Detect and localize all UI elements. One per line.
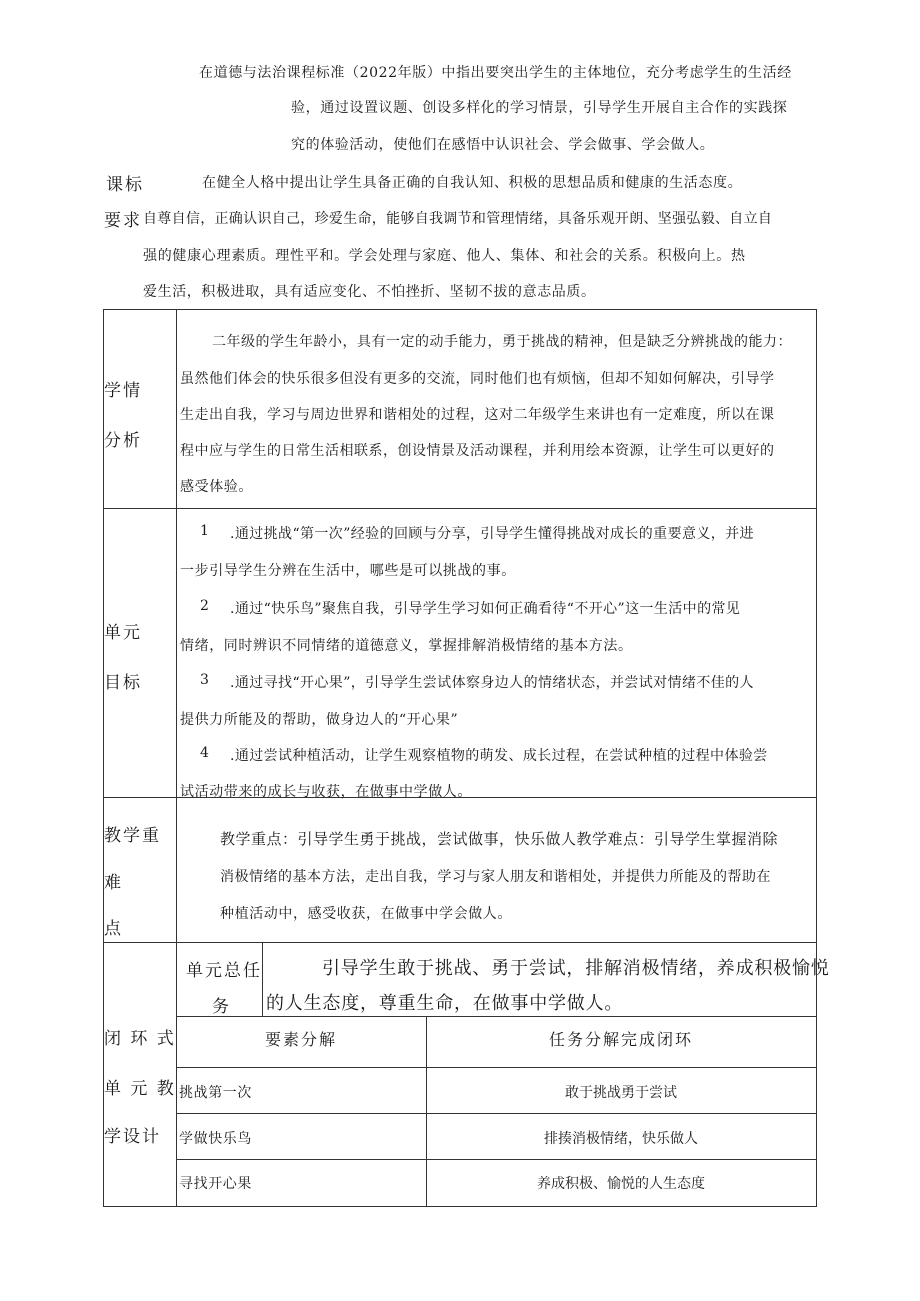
closed-loop-label-3: 学设计 xyxy=(104,1127,161,1147)
goal-number: 4 xyxy=(200,745,210,761)
student-analysis-line: 感受体验。 xyxy=(180,479,253,495)
key-points-label-1: 教学重 xyxy=(104,826,161,846)
standards-line: 在道德与法治课程标准（2022年版）中指出要突出学生的主体地位，充分考虑学生的生活经 xyxy=(199,65,792,81)
unit-goals-label-2: 目标 xyxy=(104,673,142,693)
student-analysis-line: 二年级的学生年龄小，具有一定的动手能力，勇于挑战的精神，但是缺乏分辨挑战的能力： xyxy=(212,334,792,350)
standards-label-1: 课标 xyxy=(106,175,144,195)
goal-text: .通过寻找“开心果”，引导学生尝试体察身边人的情绪状态，并尝试对情绪不佳的人 xyxy=(230,675,754,691)
row-task: 排揍消极情绪，快乐做人 xyxy=(544,1131,698,1147)
standards-line: 爱生活，积极进取，具有适应变化、不怕挫折、坚韧不拔的意志品质。 xyxy=(143,284,596,300)
key-points-label-2: 难 xyxy=(104,873,123,893)
unit-task-text: 的人生态度，尊重生命，在做事中学做人。 xyxy=(266,993,624,1014)
goal-text: 试活动带来的成长与收获，在做事中学做人。 xyxy=(180,784,472,800)
standards-line: 自尊自信，正确认识自己，珍爱生命，能够自我调节和管理情绪，具备乐观开朗、坚强弘毅、自立自 xyxy=(143,211,773,227)
standards-line: 在健全人格中提出让学生具备正确的自我认知、积极的思想品质和健康的生活态度。 xyxy=(202,175,743,191)
goal-number: 1 xyxy=(200,523,210,539)
row-task: 养成积极、愉悦的人生态度 xyxy=(537,1176,705,1192)
row-element: 学做快乐鸟 xyxy=(179,1131,252,1147)
standards-line: 强的健康心理素质。理性平和。学会处理与家庭、他人、集体、和社会的关系。积极向上。热 xyxy=(143,248,746,264)
goal-text: .通过挑战“第一次”经验的回顾与分享，引导学生懂得挑战对成长的重要意义，并进 xyxy=(230,526,754,542)
goal-text: .通过“快乐鸟”聚焦自我，引导学生学习如何正确看待“不开心”这一生活中的常见 xyxy=(230,601,741,617)
student-analysis-line: 程中应与学生的日常生活相联系，创设情景及活动课程，并利用绘本资源，让学生可以更好的 xyxy=(180,443,775,459)
unit-task-label-2: 务 xyxy=(212,997,231,1017)
row-task: 敢于挑战勇于尝试 xyxy=(565,1085,677,1101)
key-points-label-3: 点 xyxy=(104,919,123,939)
unit-task-text: 引导学生敢于挑战、勇于尝试，排解消极情绪，养成积极愉悦 xyxy=(322,958,830,979)
col-header-elements: 要素分解 xyxy=(264,1030,337,1049)
standards-label-2: 要求 xyxy=(104,211,142,231)
student-analysis-line: 虽然他们体会的快乐很多但没有更多的交流，同时他们也有烦恼，但却不知如何解决，引导学 xyxy=(180,371,775,387)
student-analysis-line: 生走出自我，学习与周边世界和谐相处的过程，这对二年级学生来讲也有一定难度，所以在课 xyxy=(180,407,775,423)
unit-task-label-1: 单元总任 xyxy=(186,961,262,981)
goal-text: 提供力所能及的帮助，做身边人的“开心果” xyxy=(180,712,459,728)
row-element: 挑战第一次 xyxy=(179,1085,252,1101)
goal-number: 3 xyxy=(200,672,210,688)
student-analysis-label-1: 学情 xyxy=(104,381,142,401)
key-points-line: 种植活动中，感受收获，在做事中学会做人。 xyxy=(220,906,512,922)
row-element: 寻找开心果 xyxy=(179,1176,252,1192)
key-points-line: 教学重点：引导学生勇于挑战，尝试做事，快乐做人教学难点：引导学生掌握消除 xyxy=(220,830,779,848)
key-points-line: 消极情绪的基本方法，走出自我，学习与家人朋友和谐相处，并提供力所能及的帮助在 xyxy=(220,869,771,885)
closed-loop-label-1: 闭 环 式 xyxy=(104,1029,176,1049)
student-analysis-label-2: 分析 xyxy=(104,431,142,451)
goal-text: 情绪，同时辨识不同情绪的道德意义，掌握排解消极情绪的基本方法。 xyxy=(180,638,633,654)
goal-text: .通过尝试种植活动，让学生观察植物的萌发、成长过程，在尝试种植的过程中体验尝 xyxy=(230,748,768,764)
standards-line: 究的体验活动，使他们在感悟中认识社会、学会做事、学会做人。 xyxy=(291,137,715,153)
col-header-tasks: 任务分解完成闭环 xyxy=(548,1030,693,1049)
closed-loop-label-2: 单 元 教 xyxy=(104,1079,176,1099)
unit-goals-label-1: 单元 xyxy=(104,623,142,643)
goal-text: 一步引导学生分辨在生活中，哪些是可以挑战的事。 xyxy=(180,563,516,579)
goal-number: 2 xyxy=(200,598,210,614)
standards-line: 验，通过设置议题、创设多样化的学习情景，引导学生开展自主合作的实践探 xyxy=(291,100,788,116)
